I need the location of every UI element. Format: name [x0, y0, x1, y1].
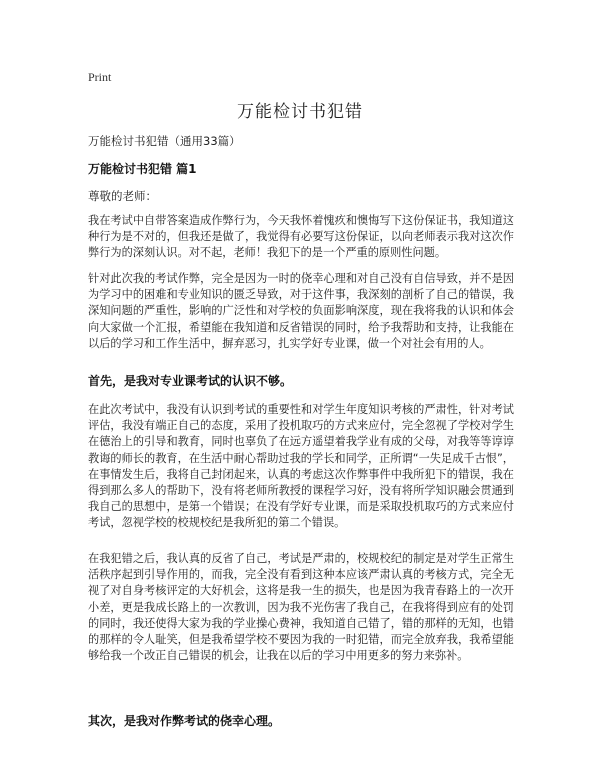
paragraph: 在此次考试中，我没有认识到考试的重要性和对学生年度知识考核的严肃性，针对考试评估，我没有端正自己的态度，采用了投机取巧的方式来应付，完全忽视了学校对学生在德治上的引导和教育，同时也辜负了在远方遥望着我学业有成的父母，对我等等谆谆教诲的师长的教育，在生活中耐心帮助过我的学长和同学，正所谓“一失足成千古恨”，在事情发生后，我将自己封闭起来，认真的考虑这次作弊事件中我所犯下的错误，我在得到那么多人的帮助下，没有将老师所教授的课程学习好，没有将所学知识融会贯通到我自己的思想中，是第一个错误；在没有学好专业课，而是采取投机取巧的方式来应付考试，忽视学校的校规校纪是我所犯的第二个错误。: [88, 403, 514, 530]
point-heading-2: 其次，是我对作弊考试的侥幸心理。: [88, 714, 281, 728]
point-heading-1: 首先，是我对专业课考试的认识不够。: [88, 374, 293, 388]
paragraph: 我在考试中自带答案造成作弊行为，今天我怀着愧疚和懊悔写下这份保证书，我知道这种行为是不对的，但我还是做了，我觉得有必要写这份保证，以向老师表示我对这次作弊行为的深刻认识。对不起，老师！我犯下的是一个严重的原则性问题。: [88, 214, 514, 260]
print-link[interactable]: Print: [88, 70, 112, 84]
paragraph: 在我犯错之后，我认真的反省了自己，考试是严肃的，校规校纪的制定是对学生正常生活秩序起到引导作用的，而我，完全没有看到这种本应该严肃认真的考核方式，完全无视了对自身考核评定的大好机会，这将是我一生的损失，也是因为我青春路上的一次开小差，更是我成长路上的一次教训，因为我不光伤害了我自己，在我将得到应有的处罚的同时，我还使得大家为我的学业操心费神，我知道自己错了，错的那样的无知，也错的那样的令人耻笑，但是我希望学校不要因为我的一时犯错，而完全放弃我，我希望能够给我一个改正自己错误的机会，让我在以后的学习中用更多的努力来弥补。: [88, 552, 514, 663]
section-heading-1: 万能检讨书犯错 篇1: [88, 162, 197, 176]
page-title: 万能检讨书犯错: [237, 102, 363, 122]
document-subtitle: 万能检讨书犯错（通用33篇）: [88, 134, 241, 148]
salutation: 尊敬的老师：: [88, 189, 157, 203]
paragraph: 针对此次我的考试作弊，完全是因为一时的侥幸心理和对自己没有自信导致，并不是因为学习中的困难和专业知识的匮乏导致，对于这件事，我深刻的剖析了自己的错误，我深知问题的严重性，影响的广泛性和对学校的负面影响深度，现在我将我的认识和体会向大家做一个汇报，希望能在我知道和反省错误的同时，给予我帮助和支持，让我能在以后的学习和工作生活中，摒弃恶习，扎实学好专业课，做一个对社会有用的人。: [88, 272, 514, 350]
